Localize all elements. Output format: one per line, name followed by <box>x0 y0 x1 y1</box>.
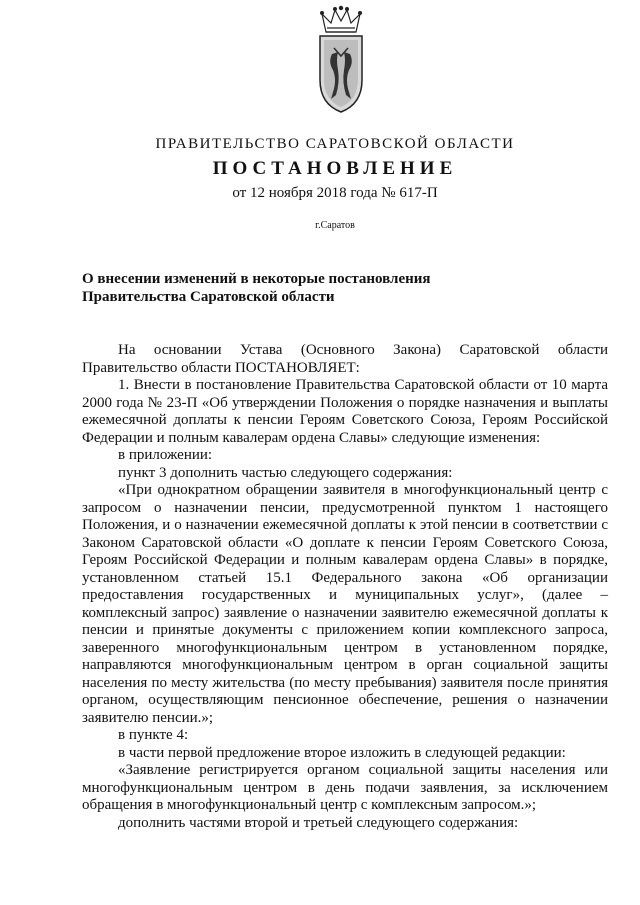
document-subject <box>82 270 522 306</box>
city-label: г.Саратов <box>315 220 355 231</box>
coat-of-arms-icon <box>312 4 370 116</box>
paragraph-part-1: в части первой предложение второе изложить в следующей редакции: <box>118 744 566 761</box>
date-and-number: от 12 ноября 2018 года № 617-П <box>232 185 438 201</box>
paragraph-quote-1: «При однократном обращении заявителя в многофункциональный центр с запросом о назначении пенсии, предусмотренной пунктом 1 настоящего Положения, и о назначении ежемесячной доплаты к этой пенсии в соответствии с Законом Саратовской области «О доплате к пенсии Героям Советского Союза, Героям Российской Федерации и полным кавалерам ордена Славы» в порядке, установленном статьей 15.1 Федерального закона «Об организации предоставления государственных и муниципальных услуг», (далее – комплексный запрос) заявление о назначении заявителю ежемесячной доплаты к пенсии и принятые документы с приложением копии комплексного запроса, заверенного многофункциональным центром в установленном порядке, направляются многофункциональным центром в орган социальной защиты населения по месту жительства (по месту пребывания) заявителя после принятия органом, осуществляющим пенсионное обеспечение, решения о назначении заявителю пенсии.»; <box>82 482 608 726</box>
paragraph-preamble: На основании Устава (Основного Закона) Саратовской области Правительство области ПОСТАНОВЛЯЕТ: <box>82 342 608 376</box>
subject-line-2: Правительства Саратовской области <box>82 289 335 305</box>
government-name: ПРАВИТЕЛЬСТВО САРАТОВСКОЙ ОБЛАСТИ <box>155 136 515 152</box>
document-type-title: ПОСТАНОВЛЕНИЕ <box>212 158 458 179</box>
document-body <box>82 342 608 832</box>
paragraph-parts-2-3: дополнить частями второй и третьей следующего содержания: <box>118 814 519 831</box>
paragraph-item-1: 1. Внести в постановление Правительства Саратовской области от 10 марта 2000 года № 23-П «Об утверждении Положения о порядке назначения и выплаты ежемесячной доплаты к пенсии Героям Советского Союза, Героям Российской Федерации и полным кавалерам ордена Славы» следующие изменения: <box>82 377 608 446</box>
subject-line-1: О внесении изменений в некоторые постановления <box>82 271 431 287</box>
paragraph-clause-4: в пункте 4: <box>118 727 189 743</box>
paragraph-quote-2: «Заявление регистрируется органом социальной защиты населения или многофункциональным центром в день подачи заявления, за исключением обращения в многофункциональный центр с комплексным запросом.»; <box>82 762 608 813</box>
paragraph-appendix: в приложении: <box>118 447 213 463</box>
paragraph-clause-3: пункт 3 дополнить частью следующего содержания: <box>118 464 453 481</box>
